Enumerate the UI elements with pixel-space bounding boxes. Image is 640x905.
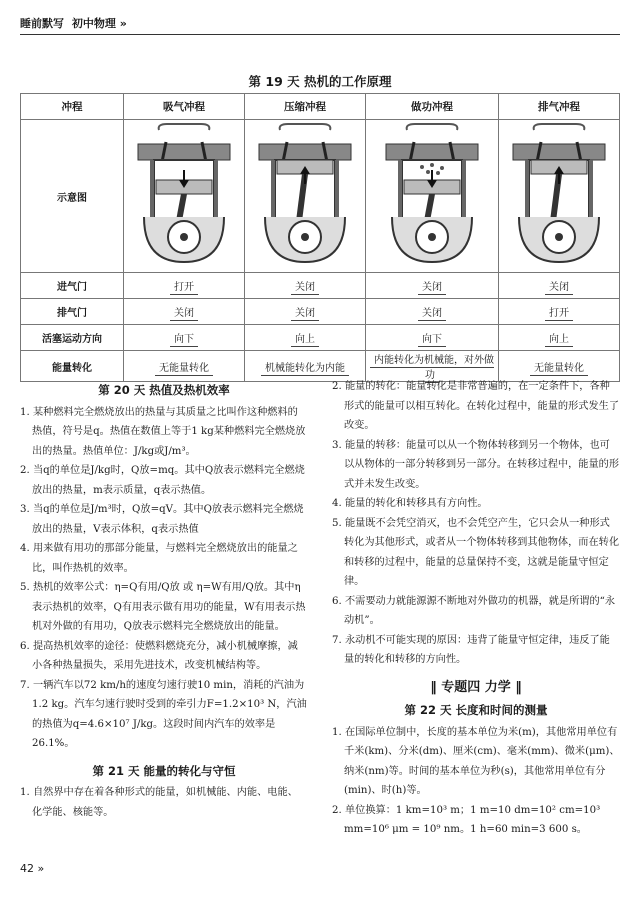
page-number: 42 <box>20 862 34 875</box>
right-column <box>332 377 620 840</box>
motion-cell: 向上 <box>245 325 366 351</box>
col-header: 吸气冲程 <box>124 94 245 120</box>
list-item: 6. 提高热机效率的途径：使燃料燃烧充分，减小机械摩擦，减小各种热量损失，采用先进技术，改变机械结构等。 <box>20 640 298 671</box>
engine-diagram <box>124 120 245 273</box>
list-item: 2. 单位换算：1 km=10³ m；1 m=10 dm=10² cm=10³ mm=10⁶ μm = 10⁹ nm。1 h=60 min=3 600 s。 <box>332 804 601 835</box>
list-item: 7. 永动机不可能实现的原因：违背了能量守恒定律，违反了能量的转化和转移的方向性。 <box>332 634 610 665</box>
row-label-motion: 活塞运动方向 <box>21 325 124 351</box>
list-item: 1. 自然界中存在着各种形式的能量，如机械能、内能、电能、化学能、核能等。 <box>20 787 298 818</box>
engine-diagram <box>366 120 499 273</box>
subject-label: 初中物理 <box>71 17 116 30</box>
energy-cell: 无能量转化 <box>124 351 245 382</box>
day20-title: 第 20 天 热值及热机效率 <box>98 383 230 397</box>
engine-diagram <box>245 120 366 273</box>
row-label-exhaust: 排气门 <box>21 299 124 325</box>
col-header: 做功冲程 <box>366 94 499 120</box>
list-item: 2. 当q的单位是J/kg时，Q放=mq。其中Q放表示燃料完全燃烧放出的热量，m表示质量，q表示热值。 <box>20 465 305 496</box>
list-item: 3. 当q的单位是J/m³时，Q放=qV。其中Q放表示燃料完全燃烧放出的热量，V表示体积，q表示热值 <box>20 504 304 535</box>
list-item: 4. 能量的转化和转移具有方向性。 <box>332 498 488 509</box>
corner-header: 冲程 <box>21 94 124 120</box>
intake-cell: 关闭 <box>499 273 620 299</box>
list-item: 5. 热机的效率公式：η=Q有用/Q放 或 η=W有用/Q放。其中η表示热机的效率，Q有用表示做有用功的能量，W有用表示热机对外做的有用功，Q放表示燃料完全燃烧放出的能量。 <box>20 582 306 632</box>
engine-diagram <box>499 120 620 273</box>
motion-cell: 向下 <box>124 325 245 351</box>
exhaust-cell: 关闭 <box>245 299 366 325</box>
row-label-energy: 能量转化 <box>21 351 124 382</box>
list-item: 5. 能量既不会凭空消灭，也不会凭空产生，它只会从一种形式转化为其他形式，或者从一个物体转移到其他物体，而在转化和转移的过程中，能量的总量保持不变，这就是能量守恒定律。 <box>332 517 620 587</box>
day21-title: 第 21 天 能量的转化与守恒 <box>92 763 236 778</box>
motion-cell: 向下 <box>366 325 499 351</box>
intake-cell: 打开 <box>124 273 245 299</box>
header-marker: » <box>119 17 127 30</box>
engine-illustration <box>138 124 230 262</box>
engine-illustration <box>513 124 605 262</box>
footer-marker: » <box>37 862 45 875</box>
book-title: 睡前默写 <box>20 17 64 30</box>
list-item: 1. 在国际单位制中，长度的基本单位为米(m)，其他常用单位有千米(km)、分米(dm)、厘米(cm)、毫米(mm)、微米(μm)、纳米(nm)等。时间的基本单位为秒(s)，其他常用单位有分(min)、时(h)等。 <box>332 726 620 796</box>
col-header: 压缩冲程 <box>245 94 366 120</box>
engine-illustration <box>259 124 351 262</box>
col-header: 排气冲程 <box>499 94 620 120</box>
list-item: 7. 一辆汽车以72 km/h的速度匀速行驶10 min，消耗的汽油为1.2 kg。汽车匀速行驶时受到的牵引力F=1.2×10³ N，汽油的热值为q=4.6×10⁷ J/kg。这段时间内汽车的效率是26.1%。 <box>20 679 307 749</box>
strokes-table <box>20 93 620 382</box>
motion-cell: 向上 <box>499 325 620 351</box>
page-header <box>20 8 620 35</box>
intake-cell: 关闭 <box>245 273 366 299</box>
energy-cell: 无能量转化 <box>499 351 620 382</box>
row-label-intake: 进气门 <box>21 273 124 299</box>
list-item: 2. 能量的转化：能量转化是非常普遍的，在一定条件下，各种形式的能量可以相互转化。在转化过程中，能量的形式发生了改变。 <box>332 381 620 431</box>
left-column <box>20 377 308 822</box>
section-title: 第 19 天 热机的工作原理 <box>248 74 392 89</box>
topic-heading: ‖ 专题四 力学 ‖ <box>430 679 522 695</box>
exhaust-cell: 关闭 <box>124 299 245 325</box>
list-item: 1. 某种燃料完全燃烧放出的热量与其质量之比叫作这种燃料的热值，符号是q。热值在数值上等于1 kg某种燃料完全燃烧放出的热量。热值单位：J/kg或J/m³。 <box>20 406 306 457</box>
exhaust-cell: 关闭 <box>366 299 499 325</box>
list-item: 6. 不需要动力就能源源不断地对外做功的机器，就是所谓的“永动机”。 <box>332 595 616 626</box>
list-item: 4. 用来做有用功的那部分能量，与燃料完全燃烧放出的能量之比，叫作热机的效率。 <box>20 543 298 574</box>
day22-title: 第 22 天 长度和时间的测量 <box>404 703 548 717</box>
page-footer <box>20 862 44 875</box>
energy-cell: 内能转化为机械能，对外做功 <box>366 351 499 382</box>
energy-cell: 机械能转化为内能 <box>245 351 366 382</box>
engine-illustration <box>386 124 478 262</box>
list-item: 3. 能量的转移：能量可以从一个物体转移到另一个物体，也可以从物体的一部分转移到另一部分。在转移过程中，能量的形式并未发生改变。 <box>332 439 620 490</box>
exhaust-cell: 打开 <box>499 299 620 325</box>
intake-cell: 关闭 <box>366 273 499 299</box>
row-label-diagram: 示意图 <box>21 120 124 273</box>
